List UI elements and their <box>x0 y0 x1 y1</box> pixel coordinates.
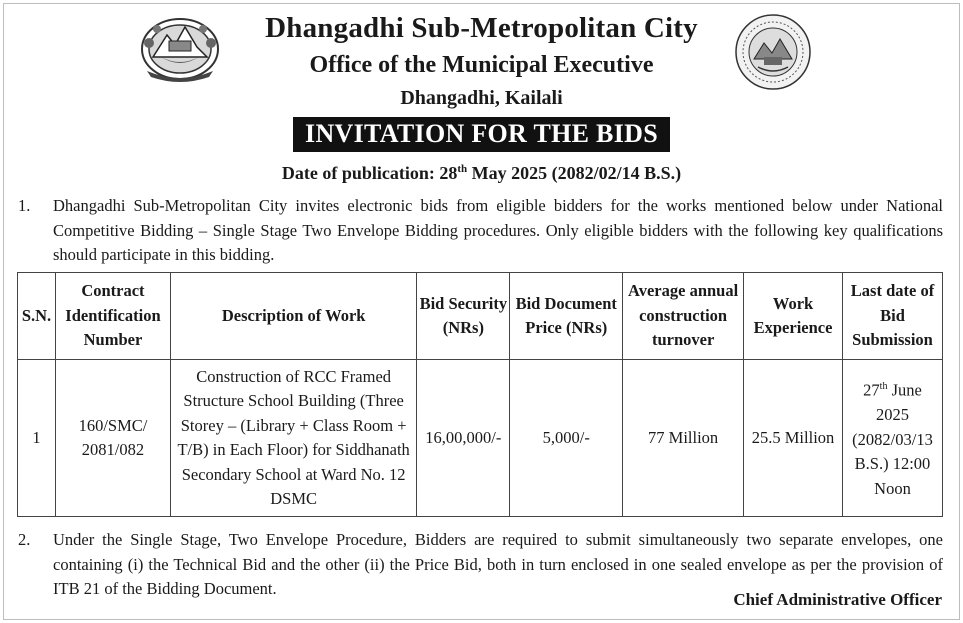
turnover-cell: 77 Million <box>623 360 744 517</box>
column-header: Bid Security (NRs) <box>417 273 510 360</box>
city-title: Dhangadhi Sub-Metropolitan City <box>265 12 698 44</box>
paragraph-text: Under the Single Stage, Two Envelope Procedure, Bidders are required to submit simultaneously two separate envelopes, one containing (i) the Technical Bid and the other (ii) the Price Bid, both in turn enclosed in one sealed envelope as per the provision of ITB 21 of the Bidding Document. <box>53 530 943 598</box>
signature: Chief Administrative Officer <box>733 590 942 609</box>
location-title: Dhangadhi, Kailali <box>400 87 563 109</box>
column-header: Description of Work <box>170 273 416 360</box>
office-title: Office of the Municipal Executive <box>309 52 654 78</box>
description-cell: Construction of RCC Framed Structure School Building (Three Storey – (Library + Class Room + T/B) in Each Floor) for Siddhanath Secondary School at Ward No. 12 DSMC <box>170 360 416 517</box>
table-header-row <box>18 273 943 360</box>
experience-cell: 25.5 Million <box>744 360 843 517</box>
bid-table <box>17 272 943 517</box>
paragraph-number: 1. <box>18 196 31 215</box>
table-row <box>18 360 943 517</box>
invitation-banner: INVITATION FOR THE BIDS <box>293 117 670 152</box>
contract-id-cell: 160/SMC/ 2081/082 <box>55 360 170 517</box>
column-header: Bid Document Price (NRs) <box>510 273 623 360</box>
doc-price-cell: 5,000/- <box>510 360 623 517</box>
sn-cell: 1 <box>18 360 56 517</box>
column-header: Contract Identification Number <box>55 273 170 360</box>
paragraph-number: 2. <box>18 530 31 549</box>
paragraph-text: Dhangadhi Sub-Metropolitan City invites electronic bids from eligible bidders for the works mentioned below under National Competitive Bidding – Single Stage Two Envelope Bidding procedures. Only eligible bidders with the following key qualifications should participate in this bidding. <box>53 196 943 264</box>
publication-date: Date of publication: 28th May 2025 (2082/02/14 B.S.) <box>281 163 682 183</box>
paragraph-1 <box>18 194 943 268</box>
last-date-cell: 27th June 2025 (2082/03/13 B.S.) 12:00 Noon <box>843 360 943 517</box>
column-header: S.N. <box>18 273 56 360</box>
column-header: Average annual construction turnover <box>623 273 744 360</box>
column-header: Work Experience <box>744 273 843 360</box>
bid-security-cell: 16,00,000/- <box>417 360 510 517</box>
column-header: Last date of Bid Submission <box>843 273 943 360</box>
